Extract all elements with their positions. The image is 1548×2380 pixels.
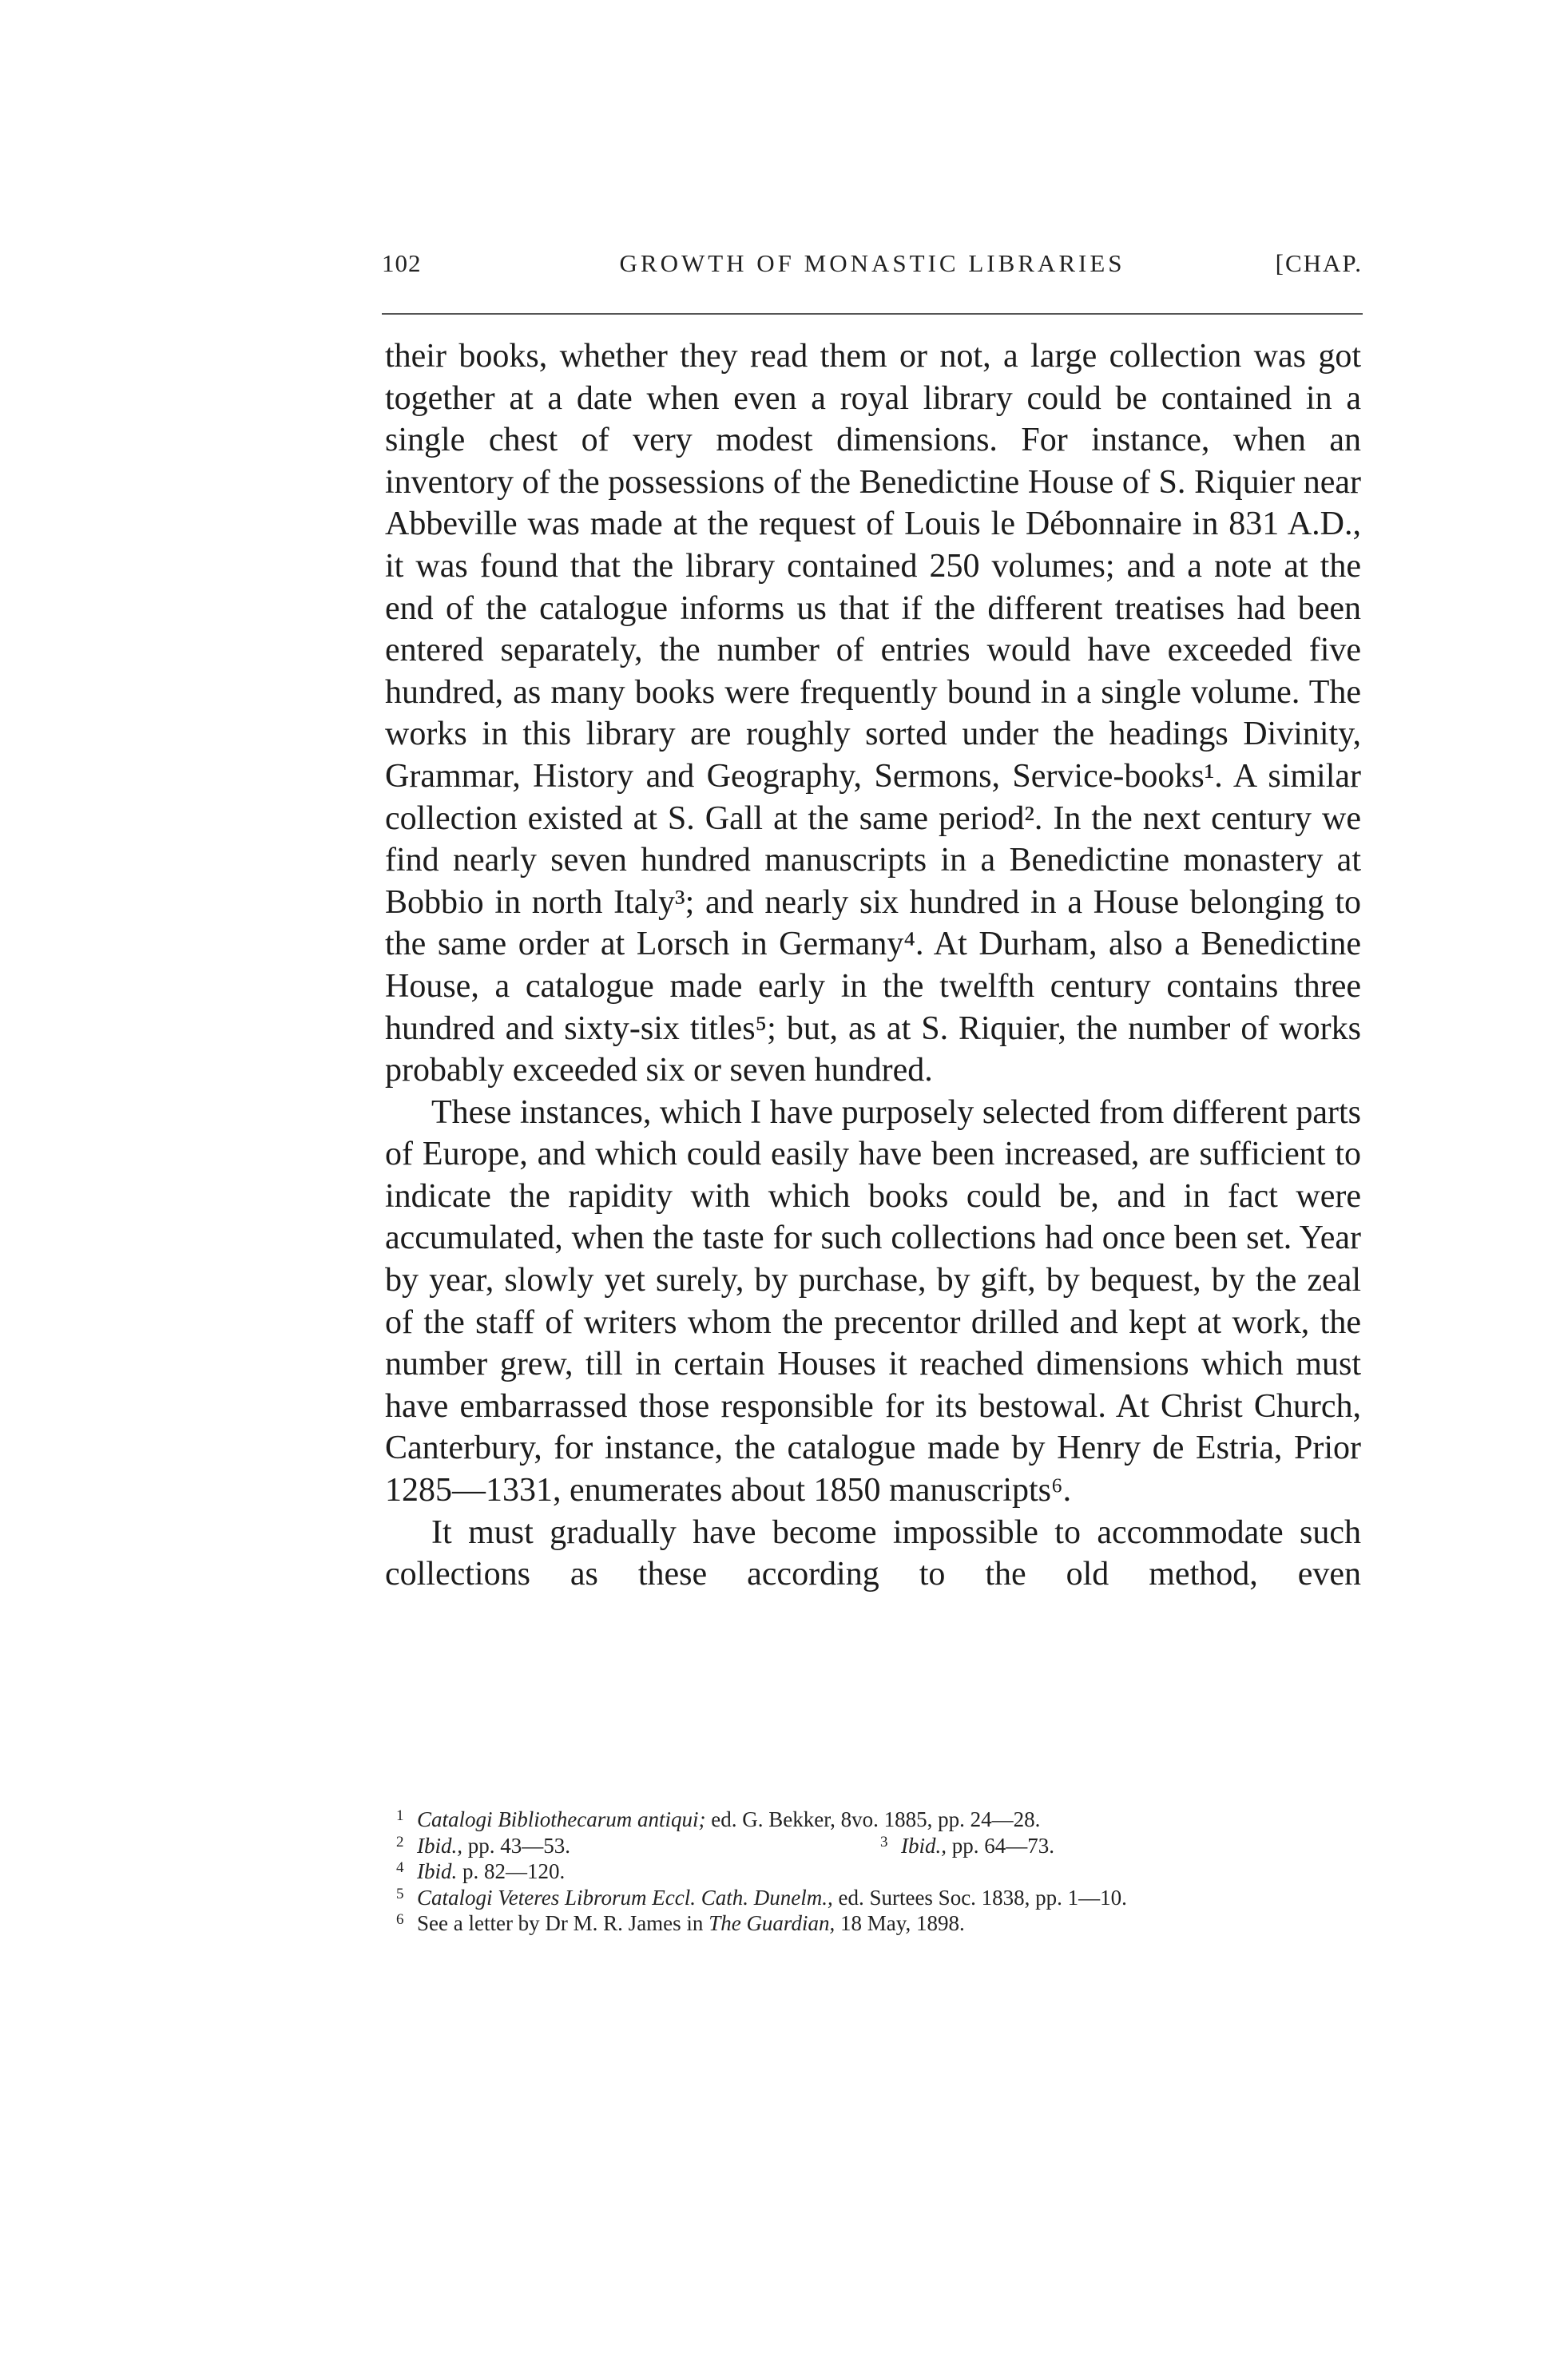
footnote-title: Ibid., [417,1833,462,1858]
paragraph-3: It must gradually have become impossible to accommodate such collections as these according to the old method, even [385,1513,1361,1593]
header-rule [382,313,1363,315]
footnote-1 [396,1807,1363,1833]
chapter-marker: [CHAP. [1275,249,1363,277]
footnote-3 [880,1833,1054,1859]
footnote-title: Ibid., [901,1833,947,1858]
footnote-text: ed. Surtees Soc. 1838, pp. 1—10. [832,1885,1127,1910]
footnote-mark: 1 [396,1807,404,1824]
footnote-2 [396,1833,570,1859]
footnote-text: pp. 43—53. [462,1833,570,1858]
running-head [382,249,1363,289]
footnote-mark: 4 [396,1859,404,1877]
page-number: 102 [382,249,422,277]
footnote-row [396,1833,1363,1859]
footnote-text: See a letter by Dr M. R. James in [417,1911,709,1936]
footnote-mark: 5 [396,1885,404,1902]
footnote-text: pp. 64—73. [947,1833,1054,1858]
footnote-title: Catalogi Bibliothecarum antiqui; [417,1807,706,1831]
footnote-text: p. 82—120. [457,1859,566,1884]
running-title: GROWTH OF MONASTIC LIBRARIES [619,249,1125,277]
footnote-mark: 6 [396,1911,404,1929]
paragraph-1: their books, whether they read them or not, a large collection was got together at a date when even a royal library could be contained in a single chest of very modest dimensions. For instance, when an inventory of the possessions of the Benedictine House of S. Riquier near Abbeville was made at the request of Louis le Débonnaire in 831 A.D., it was found that the library contained 250 volumes; and a note at the end of the catalogue informs us that if the different treatises had been entered separately, the number of entries would have exceeded five hundred, as many books were frequently bound in a single volume. The works in this library are roughly sorted under the headings Divinity, Grammar, History and Geography, Sermons, Service-books¹. A similar collection existed at S. Gall at the same period². In the next century we find nearly seven hundred manuscripts in a Benedictine monastery at Bobbio in north Italy³; and nearly six hundred in a House belonging to the same order at Lorsch in Germany⁴. At Durham, also a Benedictine House, a catalogue made early in the twelfth century contains three hundred and sixty-six titles⁵; but, as at S. Riquier, the number of works probably exceeded six or seven hundred. [385,338,1361,1089]
footnote-5 [396,1885,1363,1911]
footnote-4 [396,1858,1363,1885]
footnote-title: Ibid. [417,1859,458,1884]
footnote-title: Catalogi Veteres Librorum Eccl. Cath. Dunelm., [417,1885,833,1910]
footnote-text: ed. G. Bekker, 8vo. 1885, pp. 24—28. [705,1807,1041,1831]
footnotes [396,1807,1363,1937]
footnote-mark: 3 [880,1833,888,1850]
footnote-6 [396,1910,1363,1937]
paragraph-2: These instances, which I have purposely selected from different parts of Europe, and which could easily have been increased, are sufficient to indicate the rapidity with which books could be, and in fact were accumulated, when the taste for such collections had once been set. Year by year, slowly yet surely, by purchase, by gift, by bequest, by the zeal of the staff of writers whom the precentor drilled and kept at work, the number grew, till in certain Houses it reached dimensions which must have embarrassed those responsible for its bestowal. At Christ Church, Canterbury, for instance, the catalogue made by Henry de Estria, Prior 1285—1331, enumerates about 1850 manuscripts⁶. [385,1093,1361,1509]
footnote-mark: 2 [396,1833,404,1850]
footnote-text: 18 May, 1898. [835,1911,965,1936]
footnote-title: The Guardian, [709,1911,836,1936]
body-text [385,335,1361,1596]
